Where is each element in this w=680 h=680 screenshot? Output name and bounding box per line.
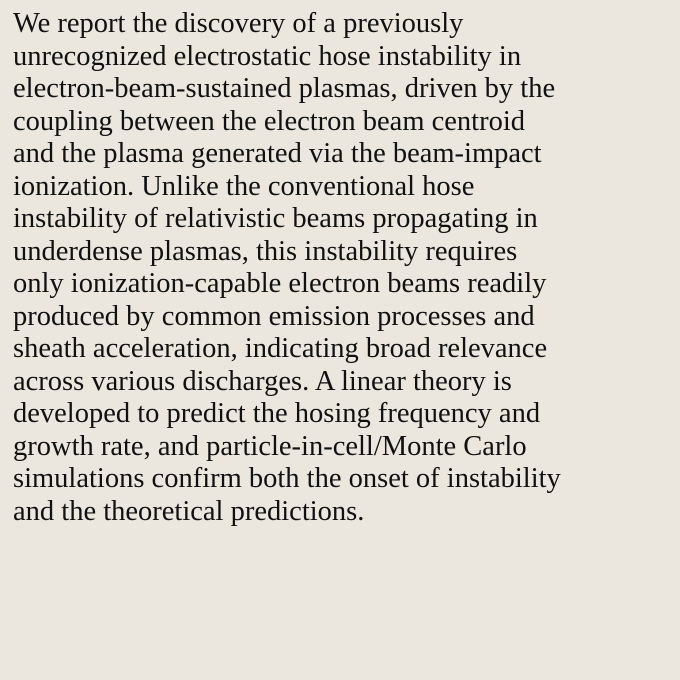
abstract-line: underdense plasmas, this instability requires: [13, 235, 518, 267]
abstract-line: instability of relativistic beams propagating in: [13, 203, 538, 234]
abstract-line: unrecognized electrostatic hose instability in: [13, 40, 522, 72]
abstract-line: and the theoretical predictions.: [13, 495, 365, 527]
abstract-line: only ionization-capable electron beams readily: [13, 268, 547, 299]
abstract-line: simulations confirm both the onset of instability: [13, 463, 561, 494]
abstract-line: sheath acceleration, indicating broad relevance: [13, 333, 548, 364]
abstract-line: and the plasma generated via the beam-impact: [13, 138, 542, 169]
abstract-line: growth rate, and particle-in-cell/Monte Carlo: [13, 430, 527, 462]
abstract-line: produced by common emission processes and: [13, 300, 535, 332]
abstract-line: across various discharges. A linear theory is: [13, 365, 512, 397]
abstract-paragraph: [13, 8, 668, 528]
abstract-line: electron-beam-sustained plasmas, driven by the: [13, 73, 556, 104]
abstract-line: developed to predict the hosing frequency and: [13, 398, 541, 429]
abstract-line: ionization. Unlike the conventional hose: [13, 170, 475, 202]
abstract-line: coupling between the electron beam centroid: [13, 105, 525, 137]
abstract-line: We report the discovery of a previously: [13, 8, 464, 39]
